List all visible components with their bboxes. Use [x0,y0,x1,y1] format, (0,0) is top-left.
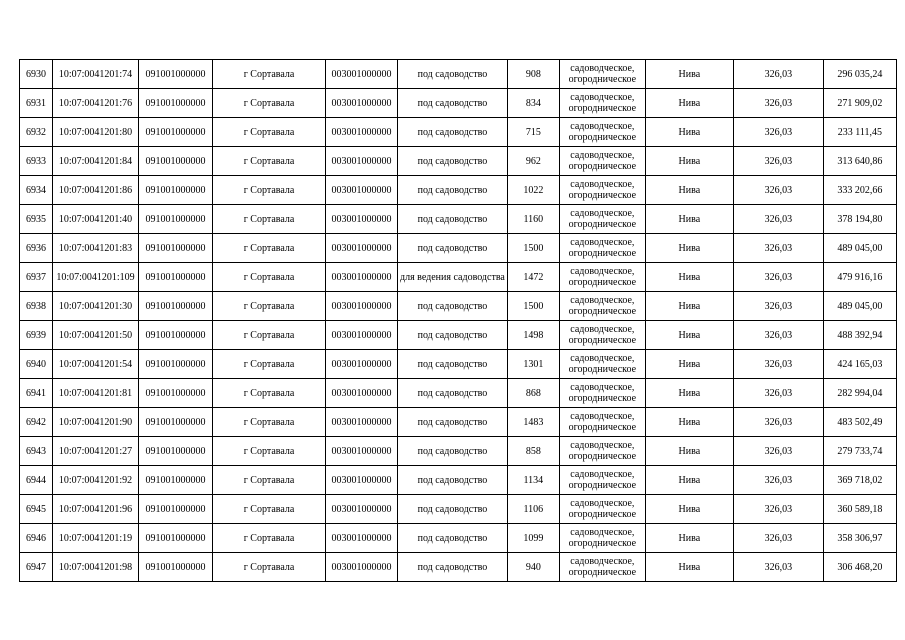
table-row [20,379,897,408]
cadastral-value: 296 035,24 [823,60,896,89]
okato-code: 091001000000 [139,350,213,379]
specific-value-rate: 326,03 [733,205,823,234]
plot-area: 858 [507,437,559,466]
land-category-line-2: огородническое [568,451,637,462]
okato-code: 091001000000 [139,60,213,89]
settlement-name: Нива [645,350,733,379]
oktmo-code: 003001000000 [326,89,398,118]
land-category [559,379,645,408]
oktmo-code: 003001000000 [326,321,398,350]
settlement-name: Нива [645,60,733,89]
oktmo-code: 003001000000 [326,205,398,234]
land-category-line-1: садоводческое, [570,121,635,132]
locality: г Сортавала [213,263,326,292]
land-category-line-1: садоводческое, [570,237,635,248]
settlement-name: Нива [645,437,733,466]
land-category-line-2: огородническое [568,74,637,85]
cadastral-value: 479 916,16 [823,263,896,292]
oktmo-code: 003001000000 [326,553,398,582]
land-category [559,437,645,466]
oktmo-code: 003001000000 [326,350,398,379]
plot-area: 1022 [507,176,559,205]
locality: г Сортавала [213,118,326,147]
settlement-name: Нива [645,466,733,495]
oktmo-code: 003001000000 [326,292,398,321]
land-category [559,292,645,321]
permitted-use: под садоводство [398,379,508,408]
permitted-use: под садоводство [398,60,508,89]
cadastral-value: 369 718,02 [823,466,896,495]
cadastral-value: 488 392,94 [823,321,896,350]
row-number: 6945 [20,495,53,524]
specific-value-rate: 326,03 [733,379,823,408]
land-category-line-1: садоводческое, [570,440,635,451]
specific-value-rate: 326,03 [733,350,823,379]
okato-code: 091001000000 [139,89,213,118]
land-category [559,89,645,118]
cadastral-value: 313 640,86 [823,147,896,176]
okato-code: 091001000000 [139,263,213,292]
specific-value-rate: 326,03 [733,553,823,582]
plot-area: 715 [507,118,559,147]
land-category-line-2: огородническое [568,190,637,201]
settlement-name: Нива [645,89,733,118]
land-category [559,234,645,263]
permitted-use: под садоводство [398,118,508,147]
permitted-use: под садоводство [398,466,508,495]
permitted-use: под садоводство [398,437,508,466]
table-row [20,205,897,234]
land-category-line-1: садоводческое, [570,150,635,161]
plot-area: 908 [507,60,559,89]
land-category [559,60,645,89]
land-category [559,495,645,524]
settlement-name: Нива [645,118,733,147]
plot-area: 1160 [507,205,559,234]
land-category-line-1: садоводческое, [570,527,635,538]
cadastral-value: 489 045,00 [823,292,896,321]
okato-code: 091001000000 [139,176,213,205]
row-number: 6933 [20,147,53,176]
specific-value-rate: 326,03 [733,437,823,466]
specific-value-rate: 326,03 [733,292,823,321]
okato-code: 091001000000 [139,466,213,495]
land-category-line-2: огородническое [568,393,637,404]
row-number: 6930 [20,60,53,89]
land-category [559,350,645,379]
okato-code: 091001000000 [139,495,213,524]
settlement-name: Нива [645,147,733,176]
specific-value-rate: 326,03 [733,321,823,350]
table-row [20,553,897,582]
row-number: 6944 [20,466,53,495]
table-row [20,350,897,379]
cadastral-number: 10:07:0041201:83 [53,234,139,263]
locality: г Сортавала [213,466,326,495]
plot-area: 868 [507,379,559,408]
settlement-name: Нива [645,176,733,205]
cadastral-value: 358 306,97 [823,524,896,553]
row-number: 6934 [20,176,53,205]
settlement-name: Нива [645,205,733,234]
oktmo-code: 003001000000 [326,176,398,205]
permitted-use: под садоводство [398,321,508,350]
permitted-use: под садоводство [398,495,508,524]
oktmo-code: 003001000000 [326,379,398,408]
table-row [20,466,897,495]
plot-area: 1483 [507,408,559,437]
land-category-line-1: садоводческое, [570,411,635,422]
specific-value-rate: 326,03 [733,89,823,118]
row-number: 6935 [20,205,53,234]
settlement-name: Нива [645,234,733,263]
land-category [559,147,645,176]
locality: г Сортавала [213,205,326,234]
okato-code: 091001000000 [139,118,213,147]
settlement-name: Нива [645,408,733,437]
land-category-line-1: садоводческое, [570,469,635,480]
locality: г Сортавала [213,234,326,263]
permitted-use: под садоводство [398,350,508,379]
cadastral-number: 10:07:0041201:98 [53,553,139,582]
locality: г Сортавала [213,176,326,205]
table-row [20,408,897,437]
oktmo-code: 003001000000 [326,495,398,524]
land-plot-table [19,59,897,582]
land-category-line-2: огородническое [568,277,637,288]
cadastral-number: 10:07:0041201:30 [53,292,139,321]
locality: г Сортавала [213,408,326,437]
cadastral-number: 10:07:0041201:96 [53,495,139,524]
plot-area: 1498 [507,321,559,350]
row-number: 6939 [20,321,53,350]
land-category-line-2: огородническое [568,335,637,346]
permitted-use: под садоводство [398,205,508,234]
locality: г Сортавала [213,89,326,118]
table-row [20,292,897,321]
land-category-line-2: огородническое [568,538,637,549]
table-row [20,147,897,176]
table-row [20,89,897,118]
row-number: 6942 [20,408,53,437]
land-category [559,176,645,205]
land-category [559,321,645,350]
land-category-line-1: садоводческое, [570,324,635,335]
row-number: 6932 [20,118,53,147]
oktmo-code: 003001000000 [326,524,398,553]
land-category [559,205,645,234]
oktmo-code: 003001000000 [326,263,398,292]
locality: г Сортавала [213,524,326,553]
plot-area: 962 [507,147,559,176]
settlement-name: Нива [645,524,733,553]
cadastral-number: 10:07:0041201:50 [53,321,139,350]
cadastral-number: 10:07:0041201:19 [53,524,139,553]
permitted-use: для ведения садоводства [398,263,508,292]
cadastral-number: 10:07:0041201:40 [53,205,139,234]
land-category-line-2: огородническое [568,422,637,433]
locality: г Сортавала [213,147,326,176]
locality: г Сортавала [213,292,326,321]
settlement-name: Нива [645,495,733,524]
row-number: 6938 [20,292,53,321]
permitted-use: под садоводство [398,408,508,437]
specific-value-rate: 326,03 [733,118,823,147]
okato-code: 091001000000 [139,553,213,582]
plot-area: 1472 [507,263,559,292]
settlement-name: Нива [645,292,733,321]
oktmo-code: 003001000000 [326,234,398,263]
locality: г Сортавала [213,553,326,582]
cadastral-number: 10:07:0041201:92 [53,466,139,495]
oktmo-code: 003001000000 [326,118,398,147]
row-number: 6940 [20,350,53,379]
cadastral-number: 10:07:0041201:80 [53,118,139,147]
oktmo-code: 003001000000 [326,466,398,495]
land-category [559,553,645,582]
row-number: 6941 [20,379,53,408]
permitted-use: под садоводство [398,234,508,263]
permitted-use: под садоводство [398,292,508,321]
specific-value-rate: 326,03 [733,60,823,89]
land-category [559,466,645,495]
row-number: 6947 [20,553,53,582]
plot-area: 1106 [507,495,559,524]
land-category-line-1: садоводческое, [570,266,635,277]
land-category-line-1: садоводческое, [570,295,635,306]
cadastral-value: 282 994,04 [823,379,896,408]
land-category-line-1: садоводческое, [570,353,635,364]
cadastral-value: 306 468,20 [823,553,896,582]
specific-value-rate: 326,03 [733,524,823,553]
cadastral-number: 10:07:0041201:90 [53,408,139,437]
cadastral-value: 279 733,74 [823,437,896,466]
cadastral-value: 489 045,00 [823,234,896,263]
land-category-line-2: огородническое [568,219,637,230]
specific-value-rate: 326,03 [733,176,823,205]
oktmo-code: 003001000000 [326,60,398,89]
land-category-line-1: садоводческое, [570,63,635,74]
locality: г Сортавала [213,350,326,379]
row-number: 6937 [20,263,53,292]
okato-code: 091001000000 [139,524,213,553]
okato-code: 091001000000 [139,379,213,408]
cadastral-value: 333 202,66 [823,176,896,205]
okato-code: 091001000000 [139,408,213,437]
oktmo-code: 003001000000 [326,408,398,437]
okato-code: 091001000000 [139,321,213,350]
table-row [20,234,897,263]
land-category-line-1: садоводческое, [570,498,635,509]
specific-value-rate: 326,03 [733,466,823,495]
land-category-line-2: огородническое [568,161,637,172]
plot-area: 1500 [507,292,559,321]
row-number: 6946 [20,524,53,553]
okato-code: 091001000000 [139,437,213,466]
land-category-line-1: садоводческое, [570,556,635,567]
specific-value-rate: 326,03 [733,408,823,437]
specific-value-rate: 326,03 [733,234,823,263]
settlement-name: Нива [645,553,733,582]
cadastral-number: 10:07:0041201:109 [53,263,139,292]
oktmo-code: 003001000000 [326,147,398,176]
land-category [559,263,645,292]
land-category-line-2: огородническое [568,567,637,578]
land-category-line-2: огородническое [568,480,637,491]
permitted-use: под садоводство [398,89,508,118]
cadastral-number: 10:07:0041201:54 [53,350,139,379]
table-row [20,321,897,350]
cadastral-number: 10:07:0041201:81 [53,379,139,408]
land-category-line-1: садоводческое, [570,382,635,393]
settlement-name: Нива [645,321,733,350]
land-category [559,408,645,437]
specific-value-rate: 326,03 [733,147,823,176]
permitted-use: под садоводство [398,147,508,176]
plot-area: 940 [507,553,559,582]
cadastral-value: 360 589,18 [823,495,896,524]
permitted-use: под садоводство [398,176,508,205]
plot-area: 1500 [507,234,559,263]
table-row [20,263,897,292]
table-row [20,60,897,89]
cadastral-value: 378 194,80 [823,205,896,234]
locality: г Сортавала [213,437,326,466]
table-row [20,495,897,524]
settlement-name: Нива [645,379,733,408]
cadastral-value: 483 502,49 [823,408,896,437]
land-category-line-1: садоводческое, [570,208,635,219]
land-category-line-2: огородническое [568,364,637,375]
cadastral-number: 10:07:0041201:84 [53,147,139,176]
land-category-line-2: огородническое [568,248,637,259]
cadastral-number: 10:07:0041201:27 [53,437,139,466]
okato-code: 091001000000 [139,147,213,176]
table-row [20,524,897,553]
cadastral-value: 233 111,45 [823,118,896,147]
locality: г Сортавала [213,60,326,89]
cadastral-value: 424 165,03 [823,350,896,379]
land-category-line-1: садоводческое, [570,92,635,103]
okato-code: 091001000000 [139,292,213,321]
row-number: 6931 [20,89,53,118]
cadastral-number: 10:07:0041201:74 [53,60,139,89]
locality: г Сортавала [213,321,326,350]
row-number: 6936 [20,234,53,263]
oktmo-code: 003001000000 [326,437,398,466]
table-body [20,60,897,582]
permitted-use: под садоводство [398,553,508,582]
table-row [20,118,897,147]
land-category-line-2: огородническое [568,509,637,520]
plot-area: 1301 [507,350,559,379]
land-category [559,118,645,147]
specific-value-rate: 326,03 [733,495,823,524]
land-category [559,524,645,553]
cadastral-number: 10:07:0041201:86 [53,176,139,205]
locality: г Сортавала [213,495,326,524]
settlement-name: Нива [645,263,733,292]
plot-area: 1134 [507,466,559,495]
table-row [20,176,897,205]
plot-area: 1099 [507,524,559,553]
table-row [20,437,897,466]
cadastral-value: 271 909,02 [823,89,896,118]
cadastral-number: 10:07:0041201:76 [53,89,139,118]
locality: г Сортавала [213,379,326,408]
specific-value-rate: 326,03 [733,263,823,292]
land-category-line-1: садоводческое, [570,179,635,190]
land-category-line-2: огородническое [568,103,637,114]
land-category-line-2: огородническое [568,306,637,317]
permitted-use: под садоводство [398,524,508,553]
row-number: 6943 [20,437,53,466]
okato-code: 091001000000 [139,234,213,263]
land-category-line-2: огородническое [568,132,637,143]
okato-code: 091001000000 [139,205,213,234]
plot-area: 834 [507,89,559,118]
